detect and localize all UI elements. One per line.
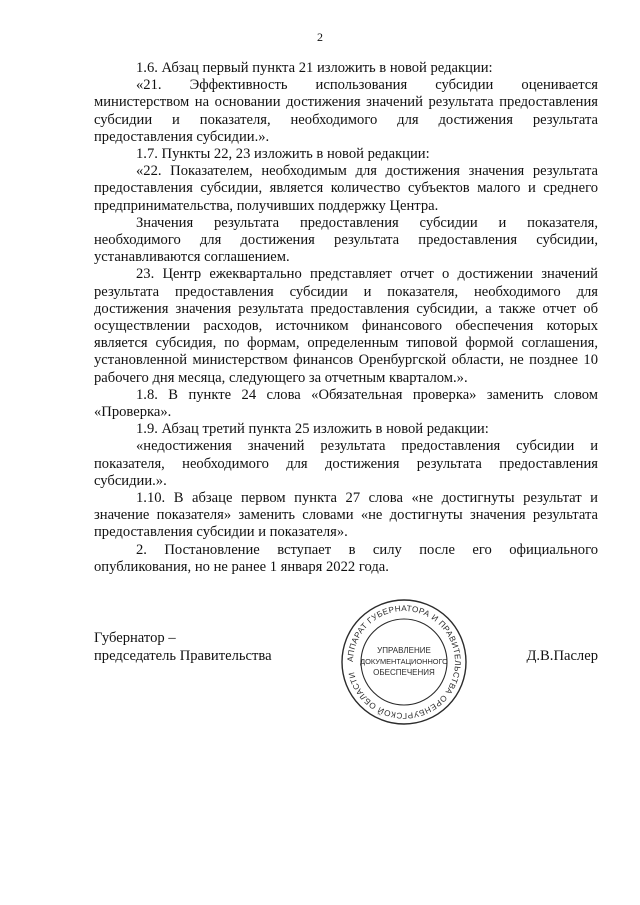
stamp-ring-text: АППАРАТ ГУБЕРНАТОРА И ПРАВИТЕЛЬСТВА ОРЕНБУРГСКОЙ ОБЛАСТИ [345,603,463,721]
stamp-line-2: ДОКУМЕНТАЦИОННОГО [360,657,448,666]
paragraph-quote-21: «21. Эффективность использования субсидии оценивается министерством на основании достижения значений результата предоставления субсидии и показателя, необходимого для достижения результата предоставления субсидии.». [94,77,598,145]
signatory-position-line2: председатель Правительства [94,647,272,664]
stamp-line-3: ОБЕСПЕЧЕНИЯ [373,668,435,677]
paragraph-23: 23. Центр ежеквартально представляет отчет о достижении значений результата предоставления субсидии и показателя, необходимого для достижения значения результата предоставления субсидии, а также отчет об осуществлении расходов, источником финансового обеспечения которых является субсидия, по формам, определенным типовой формой соглашения, установленной министерством финансов Оренбургской области, не позднее 10 рабочего дня месяца, следующего за отчетным кварталом.». [94,266,598,386]
paragraph-2: 2. Постановление вступает в силу после его официального опубликования, но не ранее 1 января 2022 года. [94,541,598,575]
paragraph-1-6: 1.6. Абзац первый пункта 21 изложить в новой редакции: [136,60,493,76]
paragraph-values: Значения результата предоставления субсидии и показателя, необходимого для достижения результата предоставления субсидии, устанавливаются соглашением. [94,214,598,266]
paragraph-1-10: 1.10. В абзаце первом пункта 27 слова «не достигнуты результат и значение показателя» заменить словами «не достигнуты значения результата предоставления субсидии и показателя». [94,490,598,541]
document-body [94,60,598,576]
paragraph-quote-22: «22. Показателем, необходимым для достижения значения результата предоставления субсидии, является количество субъектов малого и среднего предпринимательства, получивших поддержку Центра. [94,163,598,214]
paragraph-1-7: 1.7. Пункты 22, 23 изложить в новой редакции: [136,146,430,163]
paragraph-quote-25: «недостижения значений результата предоставления субсидии и показателя, необходимого для достижения результата предоставления субсидии.». [94,438,598,489]
signatory-position [94,630,272,665]
page-number: 2 [317,30,323,44]
signatory-name: Д.В.Паслер [526,648,598,664]
signatory-position-line1: Губернатор – [94,630,176,646]
stamp-line-1: УПРАВЛЕНИЕ [377,646,431,655]
paragraph-1-8: 1.8. В пункте 24 слова «Обязательная проверка» заменить словом «Проверка». [94,386,598,421]
paragraph-1-9: 1.9. Абзац третий пункта 25 изложить в новой редакции: [136,421,489,438]
official-stamp [339,597,469,727]
